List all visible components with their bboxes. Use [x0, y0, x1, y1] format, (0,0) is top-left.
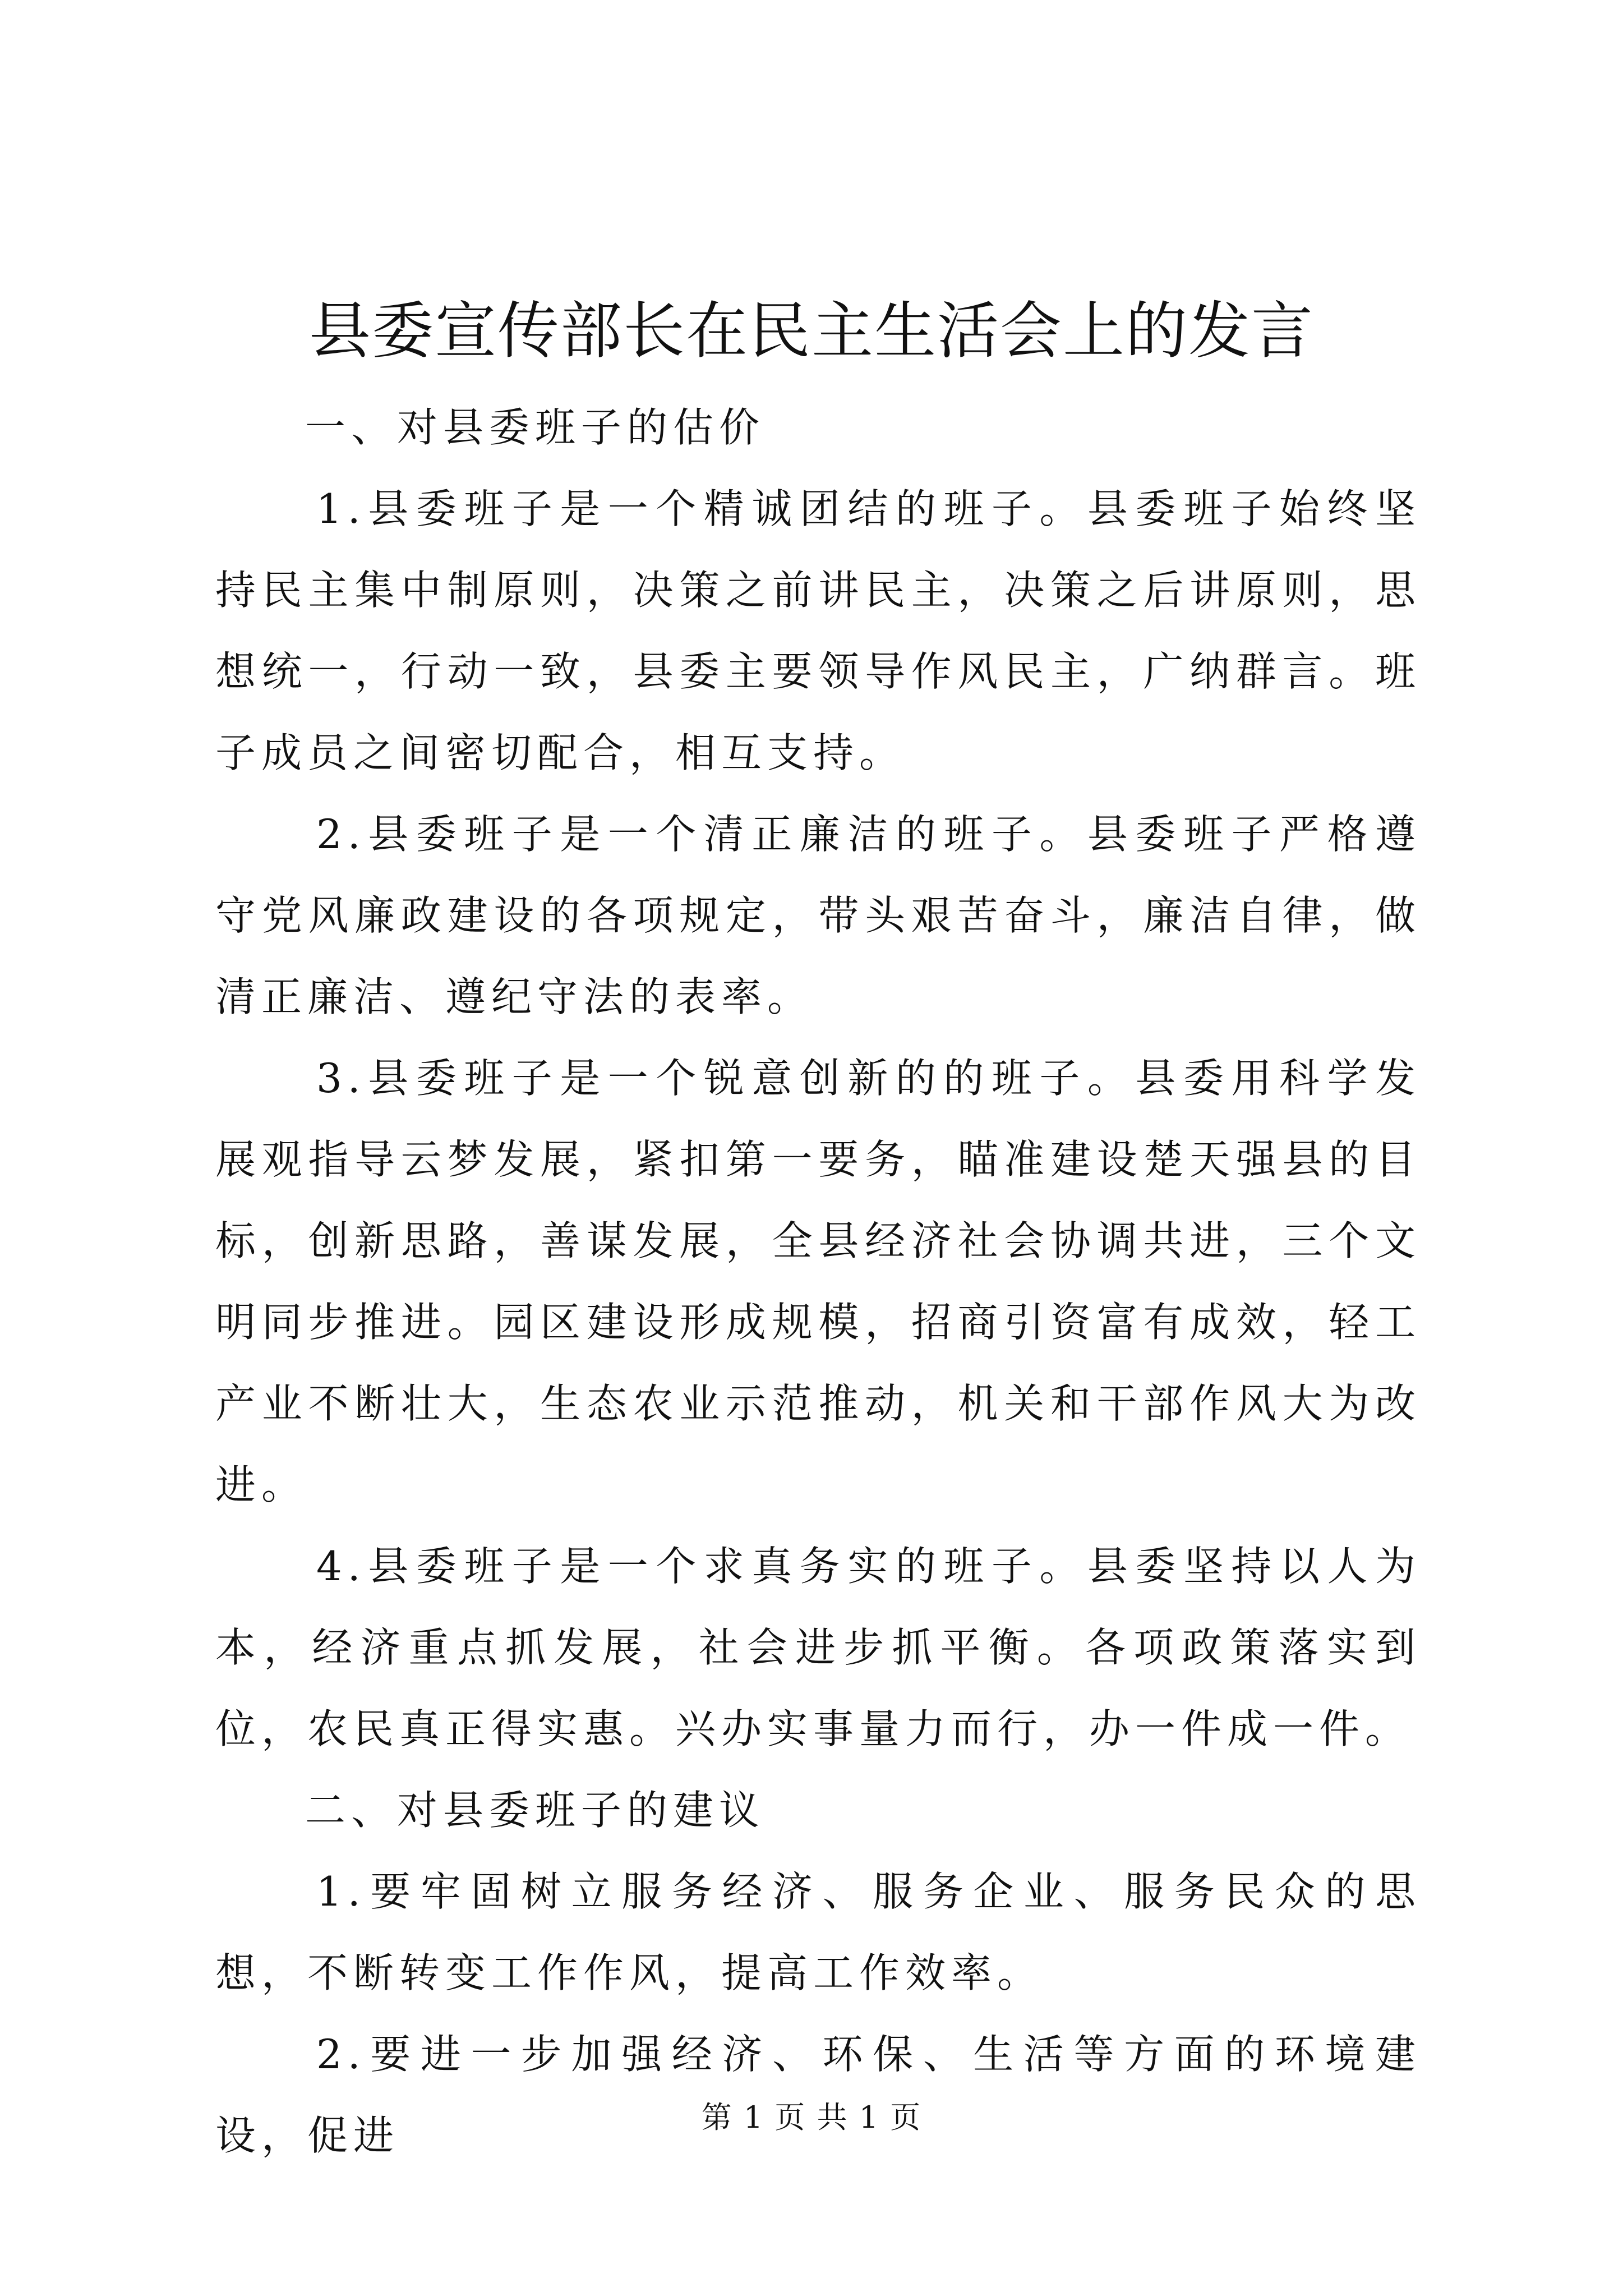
section-heading-1: 一、对县委班子的估价: [305, 404, 766, 451]
section-heading-2: 二、对县委班子的建议: [305, 1787, 766, 1834]
paragraph-1-3: 3.县委班子是一个锐意创新的的班子。县委用科学发展观指导云梦发展，紧扣第一要务，瞄准建设楚天强县的目标，创新思路，善谋发展，全县经济社会协调共进，三个文明同步推进。园区建设形成规模，招商引资富有成效，轻工产业不断壮大，生态农业示范推动，机关和干部作风大为改进。: [215, 1055, 1421, 1508]
paragraph-1-1: 1.县委班子是一个精诚团结的班子。县委班子始终坚持民主集中制原则，决策之前讲民主，决策之后讲原则，思想统一，行动一致，县委主要领导作风民主，广纳群言。班子成员之间密切配合，相互支持。: [215, 485, 1421, 776]
document-body: [215, 387, 1421, 2177]
paragraph-2-2: 2.要进一步加强经济、环保、生活等方面的环境建设，促进: [215, 2031, 1421, 2159]
page-title: 县委宣传部长在民主生活会上的发言: [309, 295, 1314, 367]
page-footer: 第 1 页 共 1 页: [701, 2100, 922, 2135]
paragraph-2-1: 1.要牢固树立服务经济、服务企业、服务民众的思想，不断转变工作作风，提高工作效率。: [215, 1868, 1421, 1996]
paragraph-1-4: 4.县委班子是一个求真务实的班子。县委坚持以人为本，经济重点抓发展，社会进步抓平衡。各项政策落实到位，农民真正得实惠。兴办实事量力而行，办一件成一件。: [215, 1543, 1421, 1752]
paragraph-1-2: 2.县委班子是一个清正廉洁的班子。县委班子严格遵守党风廉政建设的各项规定，带头艰苦奋斗，廉洁自律，做清正廉洁、遵纪守法的表率。: [215, 811, 1421, 1020]
